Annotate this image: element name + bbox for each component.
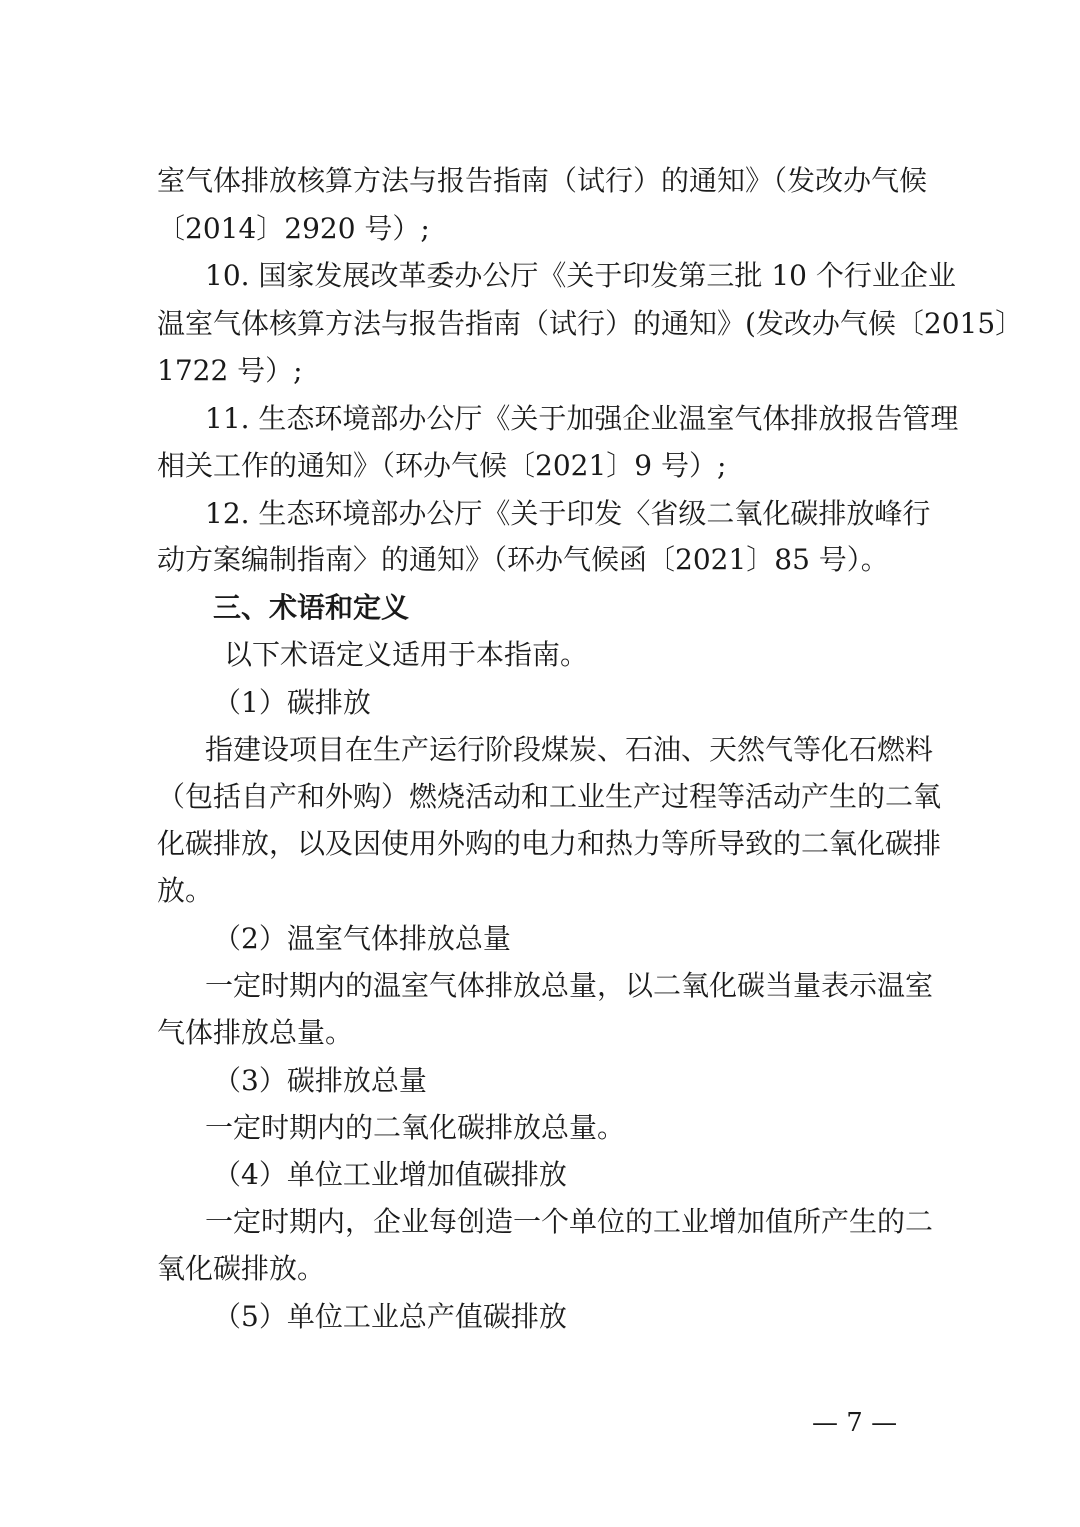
- text-line: 化碳排放，以及因使用外购的电力和热力等所导致的二氧化碳排: [157, 827, 942, 860]
- term-title: （3）碳排放总量: [213, 1064, 427, 1097]
- text-line: 室气体排放核算方法与报告指南（试行）的通知》（发改办气候: [157, 164, 928, 197]
- text-line: 〔2014〕2920 号）;: [157, 212, 430, 245]
- text-line: 气体排放总量。: [157, 1016, 354, 1049]
- text-line: 动方案编制指南〉的通知》（环办气候函〔2021〕85 号）。: [157, 543, 889, 576]
- text-line: 一定时期内，企业每创造一个单位的工业增加值所产生的二: [205, 1205, 934, 1238]
- term-title: （2）温室气体排放总量: [213, 922, 511, 955]
- text-line: 以下术语定义适用于本指南。: [224, 638, 589, 671]
- text-line: 一定时期内的二氧化碳排放总量。: [205, 1111, 626, 1144]
- term-title: （4）单位工业增加值碳排放: [213, 1158, 567, 1191]
- page-number: — 7 —: [812, 1408, 898, 1438]
- section-heading: 三、术语和定义: [213, 591, 410, 624]
- text-line: 温室气体核算方法与报告指南（试行）的通知》(发改办气候〔2015〕: [157, 307, 1024, 340]
- term-title: （1）碳排放: [213, 686, 371, 719]
- text-line: 氧化碳排放。: [157, 1252, 326, 1285]
- text-line: 相关工作的通知》（环办气候〔2021〕9 号）;: [157, 449, 727, 482]
- text-line: 1722 号）;: [157, 354, 303, 387]
- text-line: 放。: [157, 874, 214, 907]
- reference-item-11: 11. 生态环境部办公厅《关于加强企业温室气体排放报告管理: [205, 402, 959, 435]
- term-title: （5）单位工业总产值碳排放: [213, 1300, 567, 1333]
- text-line: 一定时期内的温室气体排放总量，以二氧化碳当量表示温室: [205, 969, 934, 1002]
- text-line: 指建设项目在生产运行阶段煤炭、石油、天然气等化石燃料: [205, 733, 934, 766]
- text-line: （包括自产和外购）燃烧活动和工业生产过程等活动产生的二氧: [157, 780, 942, 813]
- reference-item-10: 10. 国家发展改革委办公厅《关于印发第三批 10 个行业企业: [205, 259, 956, 292]
- reference-item-12: 12. 生态环境部办公厅《关于印发〈省级二氧化碳排放峰行: [205, 497, 931, 530]
